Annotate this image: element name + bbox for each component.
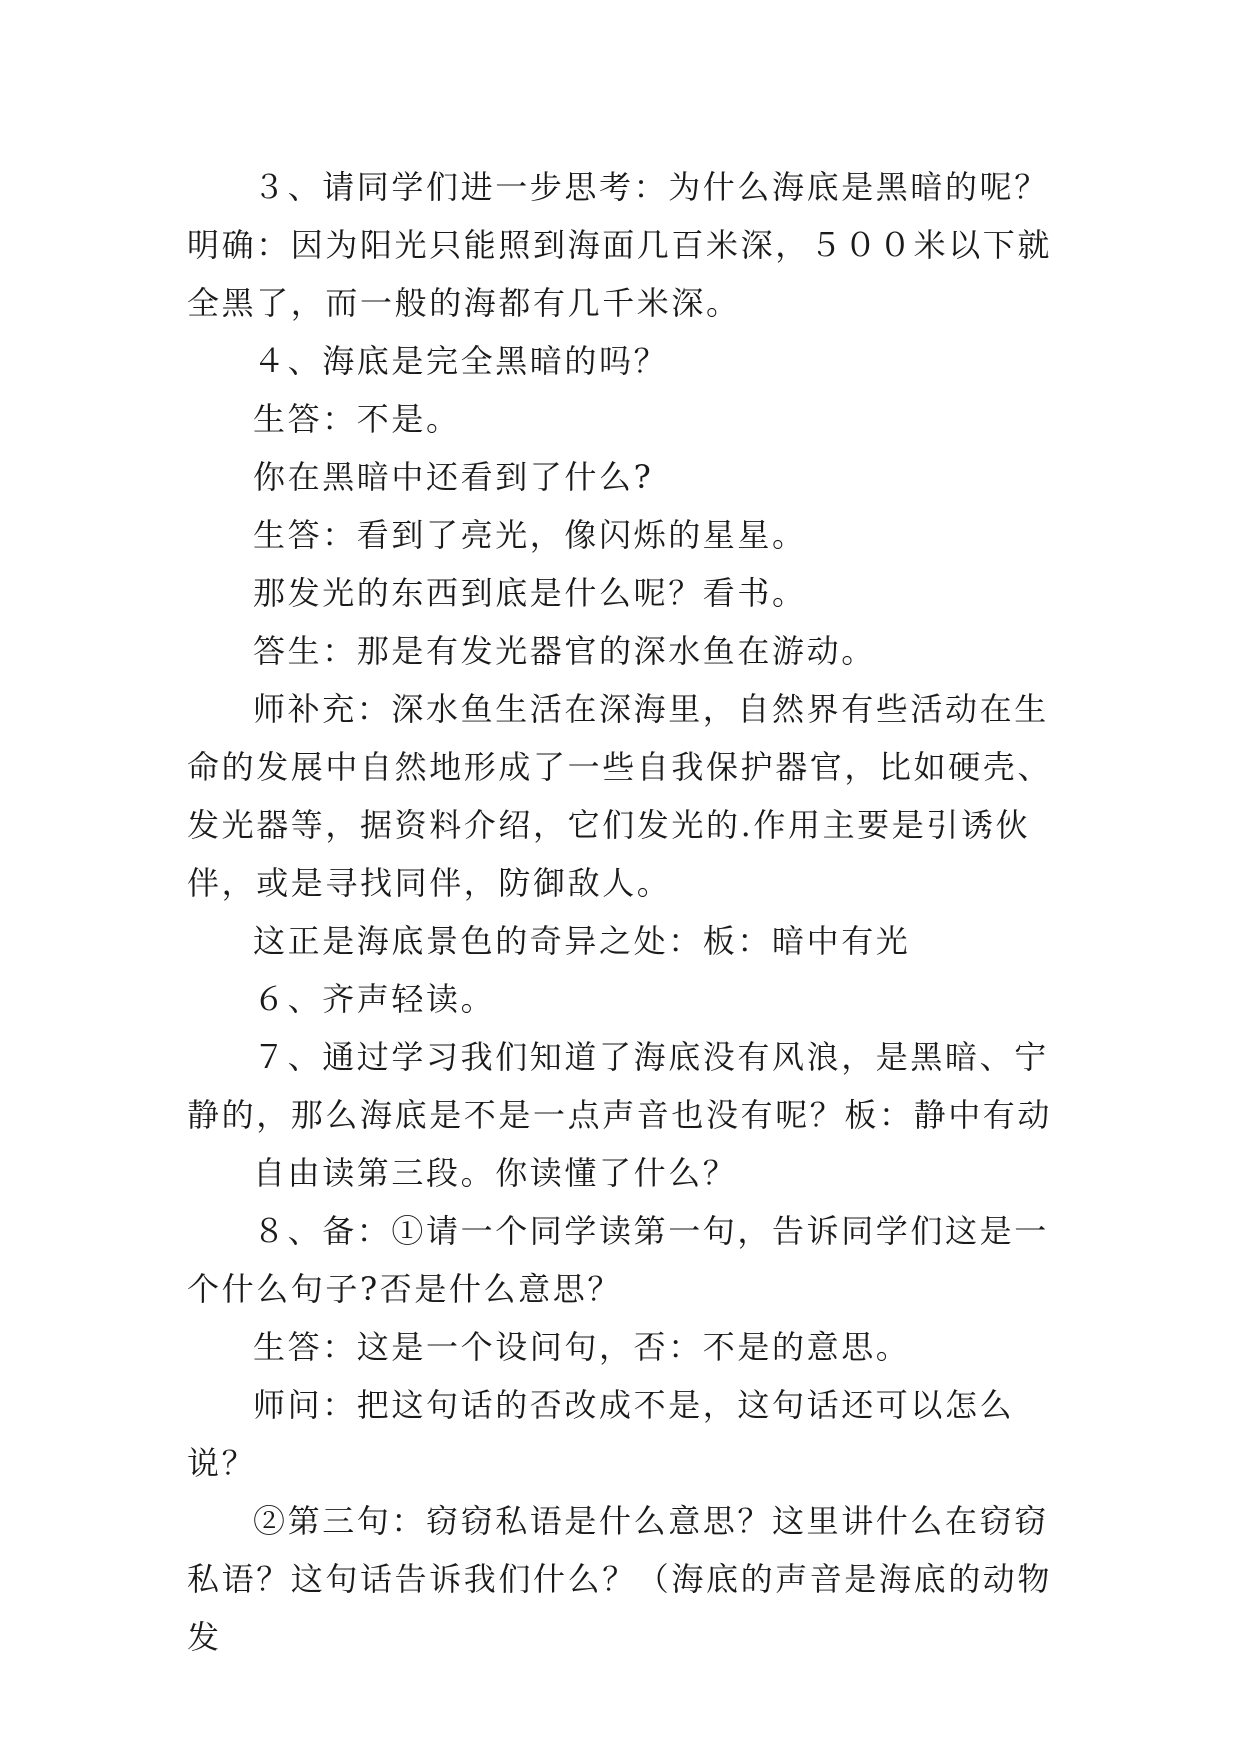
- document-body: [187, 158, 1057, 1666]
- paragraph: ７、通过学习我们知道了海底没有风浪，是黑暗、宁静的，那么海底是不是一点声音也没有呢？板：静中有动: [187, 1038, 1053, 1134]
- paragraph: 师补充：深水鱼生活在深海里，自然界有些活动在生命的发展中自然地形成了一些自我保护器官，比如硬壳、发光器等，据资料介绍，它们发光的.作用主要是引诱伙伴，或是寻找同伴，防御敌人。: [187, 690, 1053, 902]
- paragraph: 那发光的东西到底是什么呢？看书。: [253, 574, 807, 612]
- paragraph: 生答：这是一个设问句，否：不是的意思。: [253, 1328, 911, 1366]
- paragraph: ４、海底是完全黑暗的吗？: [253, 342, 669, 380]
- paragraph: 生答：看到了亮光，像闪烁的星星。: [253, 516, 807, 554]
- paragraph: 这正是海底景色的奇异之处：板：暗中有光: [253, 922, 911, 960]
- paragraph: 自由读第三段。你读懂了什么？: [253, 1154, 738, 1192]
- paragraph: 生答：不是。: [253, 400, 461, 438]
- paragraph: 师问：把这句话的否改成不是，这句话还可以怎么说？: [187, 1386, 1015, 1482]
- paragraph: ３、请同学们进一步思考：为什么海底是黑暗的呢？明确：因为阳光只能照到海面几百米深，５００米以下就全黑了，而一般的海都有几千米深。: [187, 168, 1053, 322]
- paragraph: 你在黑暗中还看到了什么?: [253, 458, 654, 496]
- paragraph: ６、齐声轻读。: [253, 980, 496, 1018]
- paragraph: ８、备：①请一个同学读第一句，告诉同学们这是一个什么句子?否是什么意思？: [187, 1212, 1049, 1308]
- paragraph: ②第三句：窃窃私语是什么意思？这里讲什么在窃窃私语？这句话告诉我们什么？（海底的声音是海底的动物发: [187, 1502, 1053, 1656]
- paragraph: 答生：那是有发光器官的深水鱼在游动。: [253, 632, 876, 670]
